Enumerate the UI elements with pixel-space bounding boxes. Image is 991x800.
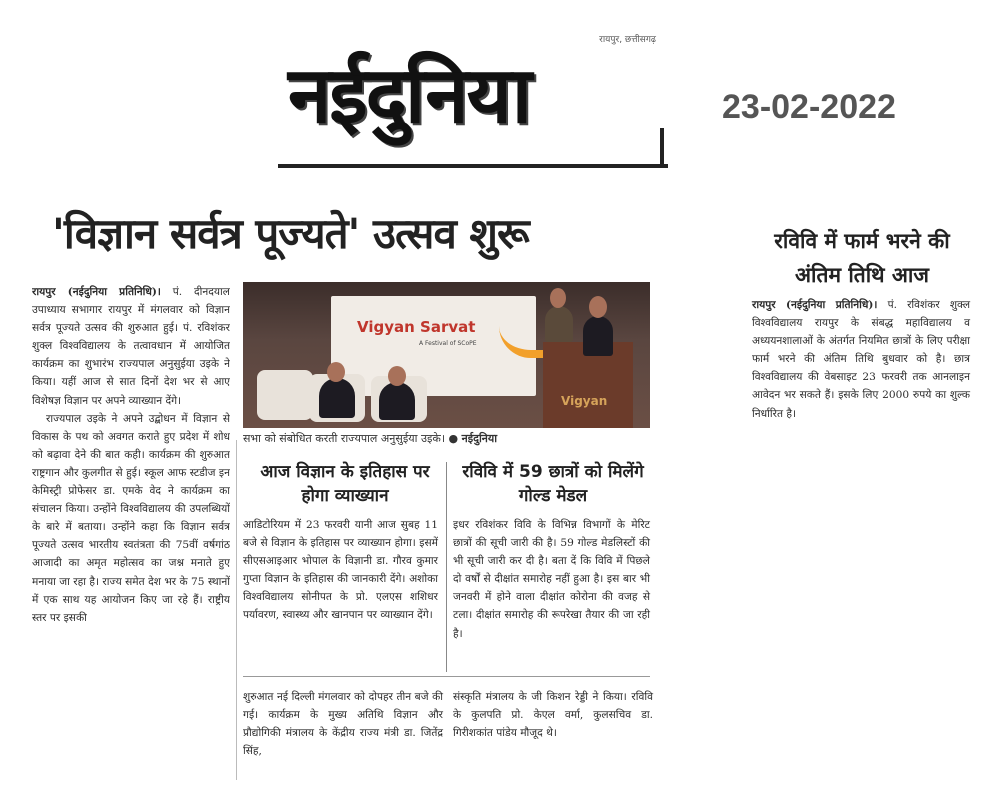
official-head: [550, 288, 566, 308]
column-divider: [236, 440, 237, 780]
seated-guest: [379, 382, 415, 420]
side-story-text: पं. रविशंकर शुक्ल विश्वविद्यालय रायपुर के संबद्ध महाविद्यालय व अध्ययनशालाओं के अंतर्गत नियमित छात्रों के लिए परीक्षा फार्म भरने की अंतिम तिथि बुधवार को है। छात्र विश्वविद्यालय की वेबसाइट 23 फरवरी तक आनलाइन आवेदन भर सकते हैं। इसके लिए 2000 रुपये का शुल्क निर्धारित है।: [752, 299, 970, 420]
side-story-dateline: रायपुर (नईदुनिया प्रतिनिधि)।: [752, 299, 878, 311]
side-story-body: [752, 296, 970, 423]
masthead-underline: [278, 164, 668, 168]
main-story-continuation1: शुरुआत नई दिल्ली मंगलवार को दोपहर तीन बजे की गई। कार्यक्रम के मुख्य अतिथि विज्ञान और प्रौद्योगिकी मंत्रालय के केंद्रीय राज्य मंत्री डा. जितेंद्र सिंह,: [243, 691, 443, 758]
masthead-side-rule: [660, 128, 664, 168]
photo-caption: [243, 431, 650, 446]
sub-story1-body: आडिटोरियम में 23 फरवरी यानी आज सुबह 11 बजे से विज्ञान के इतिहास पर व्याख्यान होगा। इसमें सीएसआइआर भोपाल के विज्ञानी डा. गौरव कुमार गुप्ता विज्ञान के इतिहास की जानकारी देंगे। अशोका विश्वविद्यालय सोनीपत के प्रो. एलएस शशिधर पर्यावरण, स्वास्थ्य और खानपान पर व्याख्यान देंगे।: [243, 519, 438, 622]
photo-caption-text: सभा को संबोधित करती राज्यपाल अनुसुईया उइके। ●: [243, 432, 462, 445]
sub-story1-headline: आज विज्ञान के इतिहास पर होगा व्याख्यान: [260, 462, 430, 506]
main-story-para1-text: पं. दीनदयाल उपाध्याय सभागार रायपुर में मंगलवार को विज्ञान सर्वत्र पूज्यते उत्सव की शुरुआत हुई। पं. रविशंकर शुक्ल विश्वविद्यालय के तत्वावधान में आयोजित कार्यक्रम का शुभारंभ राज्यपाल अनुसुईया उइके ने किया। यहीं आज से सात दिनों देश भर से आए विशेषज्ञ विज्ञान पर अपने व्याख्यान देंगे।: [32, 286, 230, 407]
photo-credit: नईदुनिया: [461, 432, 498, 445]
side-story-headline: रविवि में फार्म भरने की अंतिम तिथि आज: [774, 229, 950, 287]
main-story-continuation2: संस्कृति मंत्रालय के जी किशन रेड्डी ने किया। रविवि के कुलपति प्रो. केएल वर्मा, कुलसचिव डा. गिरीशकांत पांडेय मौजूद थे।: [453, 691, 653, 740]
podium-label: Vigyan: [561, 394, 608, 408]
stage-screen-subtitle: A Festival of SCoPE: [419, 340, 477, 347]
guest-head: [388, 366, 406, 386]
seated-guest: [319, 378, 355, 418]
event-photo: [243, 282, 650, 428]
speaker: [583, 316, 613, 356]
main-story-dateline: रायपुर (नईदुनिया प्रतिनिधि)।: [32, 286, 161, 298]
box-bottom-rule: [243, 676, 650, 677]
masthead-title: नईदुनिया: [288, 51, 530, 141]
chair: [257, 370, 313, 420]
edition-date: 23-02-2022: [722, 88, 896, 126]
speaker-head: [589, 296, 607, 318]
newspaper-masthead: [288, 36, 668, 176]
sub-story2-body: इधर रविशंकर विवि के विभिन्न विभागों के मेरिट छात्रों की सूची जारी की है। 59 गोल्ड मेडलिस्टों की भी सूची जारी कर दी है। बता दें कि विवि में पिछले दो वर्षों से दीक्षांत समारोह नहीं हुआ है। इस बार भी जनवरी में होने वाला दीक्षांत कोरोना की वजह से टला। दीक्षांत समारोह की रूपरेखा तैयार की जा रही है।: [453, 519, 650, 640]
sub-story-divider: [446, 462, 447, 672]
main-story-para2: राज्यपाल उइके ने अपने उद्बोधन में विज्ञान से विकास के पथ को अवगत कराते हुए प्रदेश में शोध को बढ़ावा देने की बात कही। कार्यक्रम की शुरुआत राष्ट्रगान और कुलगीत से हुई। स्कूल आफ स्टडीज इन केमिस्ट्री प्रोफेसर डा. एमके वेद ने कार्यक्रम का संचालन किया। उन्होंने विश्वविद्यालय की उपलब्धियों के बारे में बताया। उन्होंने कहा कि विज्ञान सर्वत्र पूज्यते उत्सव भारतीय स्वतंत्रता की 75वीं वर्षगांठ आजादी का अमृत महोत्सव का जश्न मनाते हुए मनाया जा रहा है। राज्य समेत देश भर के 75 स्थानों में एक साथ यह आयोजन किए जा रहे हैं। राष्ट्रीय स्तर पर इसकी: [32, 412, 230, 624]
main-story-left-column: [32, 283, 230, 793]
masthead-tagline: रायपुर, छत्तीसगढ़: [599, 35, 656, 45]
standing-official: [545, 306, 573, 342]
stage-screen-title: Vigyan Sarvat: [357, 318, 476, 336]
sub-story2-headline: रविवि में 59 छात्रों को मिलेंगे गोल्ड मेडल: [462, 462, 644, 506]
guest-head: [327, 362, 345, 382]
main-headline: 'विज्ञान सर्वत्र पूज्यते' उत्सव शुरू: [52, 209, 529, 258]
main-story-para1: [32, 283, 230, 410]
